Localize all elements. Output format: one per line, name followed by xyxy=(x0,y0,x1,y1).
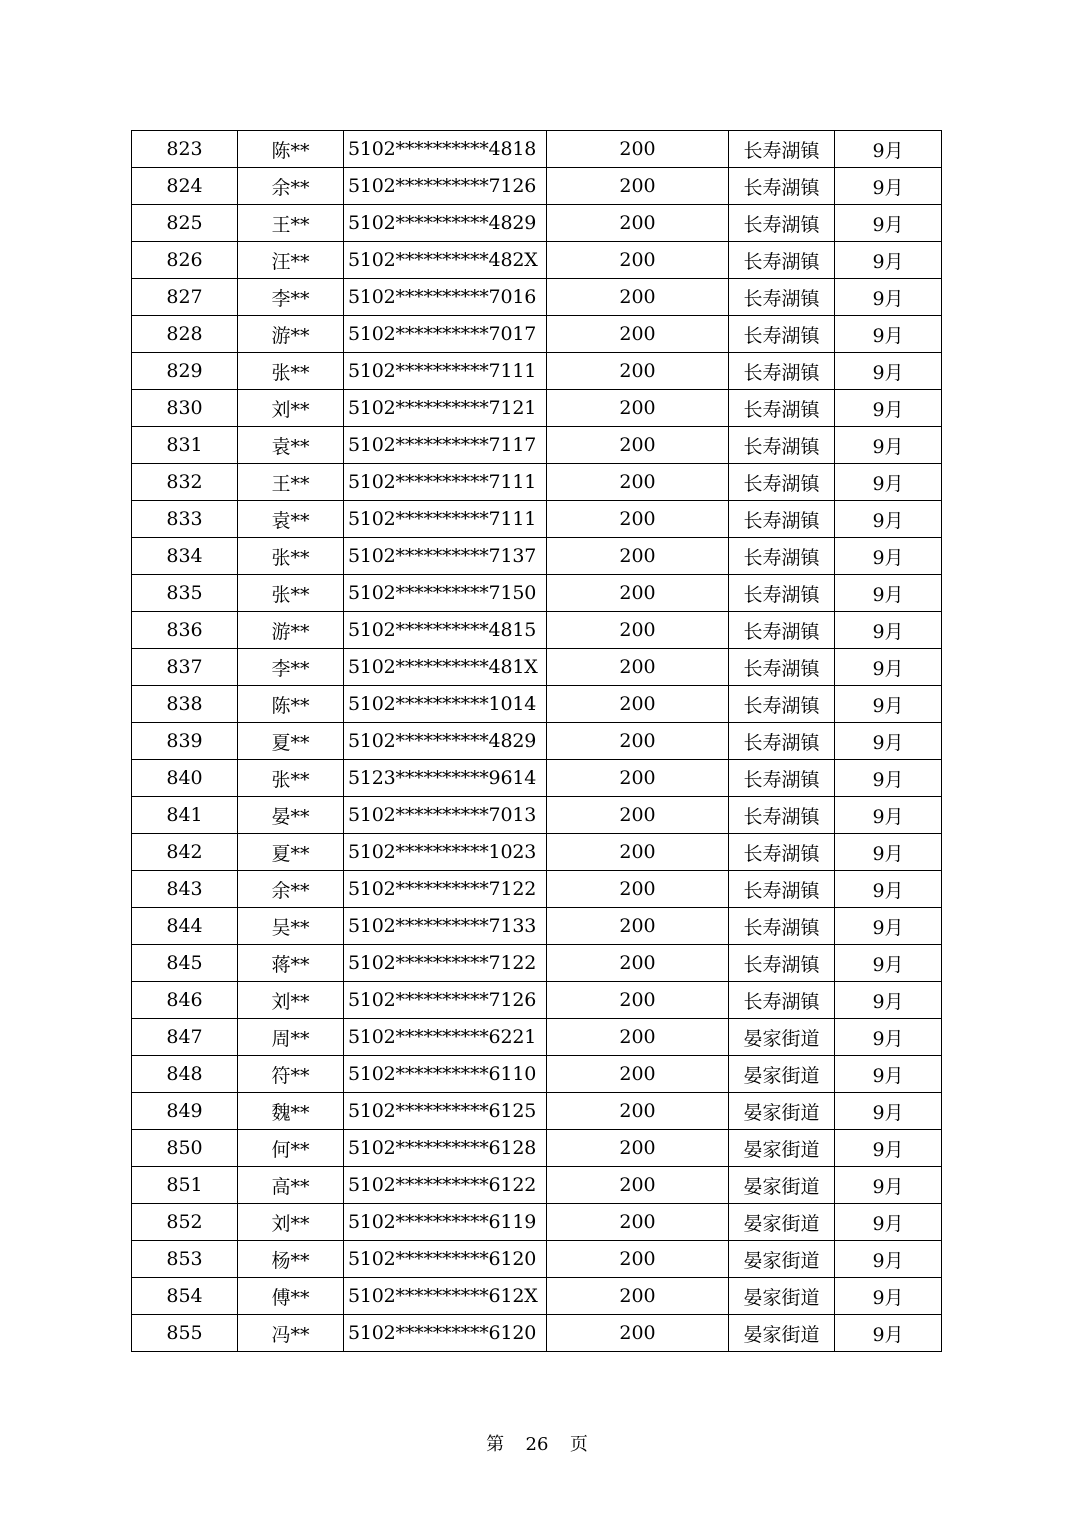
cell-id-number: 5102**********612X xyxy=(344,1278,547,1315)
cell-number: 830 xyxy=(132,390,238,427)
cell-number: 854 xyxy=(132,1278,238,1315)
cell-number: 829 xyxy=(132,353,238,390)
cell-id-number: 5102**********1023 xyxy=(344,834,547,871)
cell-month: 9月 xyxy=(835,1315,942,1352)
cell-number: 855 xyxy=(132,1315,238,1352)
cell-number: 839 xyxy=(132,723,238,760)
table-row xyxy=(132,1278,942,1315)
cell-number: 824 xyxy=(132,168,238,205)
cell-month: 9月 xyxy=(835,464,942,501)
cell-id-number: 5102**********7013 xyxy=(344,797,547,834)
cell-month: 9月 xyxy=(835,1093,942,1130)
cell-amount: 200 xyxy=(547,834,729,871)
cell-month: 9月 xyxy=(835,1019,942,1056)
cell-id-number: 5102**********7117 xyxy=(344,427,547,464)
cell-month: 9月 xyxy=(835,612,942,649)
cell-name: 袁** xyxy=(238,501,344,538)
cell-month: 9月 xyxy=(835,1056,942,1093)
cell-name: 杨** xyxy=(238,1241,344,1278)
cell-number: 825 xyxy=(132,205,238,242)
cell-name: 刘** xyxy=(238,390,344,427)
cell-id-number: 5102**********7111 xyxy=(344,464,547,501)
table-row xyxy=(132,242,942,279)
footer-prefix: 第 xyxy=(486,1434,505,1455)
cell-amount: 200 xyxy=(547,1093,729,1130)
cell-name: 何** xyxy=(238,1130,344,1167)
cell-number: 823 xyxy=(132,131,238,168)
cell-id-number: 5102**********7016 xyxy=(344,279,547,316)
table-row xyxy=(132,982,942,1019)
table-row xyxy=(132,316,942,353)
cell-area: 长寿湖镇 xyxy=(729,168,835,205)
page-number: 26 xyxy=(525,1434,549,1455)
cell-amount: 200 xyxy=(547,538,729,575)
cell-area: 长寿湖镇 xyxy=(729,464,835,501)
cell-id-number: 5102**********7111 xyxy=(344,353,547,390)
cell-area: 长寿湖镇 xyxy=(729,834,835,871)
cell-name: 晏** xyxy=(238,797,344,834)
cell-name: 高** xyxy=(238,1167,344,1204)
cell-name: 周** xyxy=(238,1019,344,1056)
cell-area: 长寿湖镇 xyxy=(729,353,835,390)
table-row xyxy=(132,612,942,649)
cell-id-number: 5102**********6221 xyxy=(344,1019,547,1056)
cell-id-number: 5102**********7122 xyxy=(344,871,547,908)
cell-amount: 200 xyxy=(547,168,729,205)
cell-area: 长寿湖镇 xyxy=(729,131,835,168)
cell-month: 9月 xyxy=(835,131,942,168)
cell-area: 晏家街道 xyxy=(729,1019,835,1056)
cell-number: 838 xyxy=(132,686,238,723)
cell-number: 853 xyxy=(132,1241,238,1278)
cell-month: 9月 xyxy=(835,1130,942,1167)
table-row xyxy=(132,871,942,908)
cell-month: 9月 xyxy=(835,168,942,205)
cell-amount: 200 xyxy=(547,1019,729,1056)
roster-table xyxy=(131,130,942,1352)
table-row xyxy=(132,131,942,168)
cell-id-number: 5102**********7122 xyxy=(344,945,547,982)
cell-amount: 200 xyxy=(547,1241,729,1278)
cell-number: 847 xyxy=(132,1019,238,1056)
cell-area: 长寿湖镇 xyxy=(729,205,835,242)
cell-area: 长寿湖镇 xyxy=(729,612,835,649)
table-row xyxy=(132,723,942,760)
cell-id-number: 5102**********6119 xyxy=(344,1204,547,1241)
cell-name: 陈** xyxy=(238,131,344,168)
cell-name: 余** xyxy=(238,168,344,205)
cell-month: 9月 xyxy=(835,353,942,390)
cell-number: 827 xyxy=(132,279,238,316)
cell-name: 符** xyxy=(238,1056,344,1093)
cell-name: 傅** xyxy=(238,1278,344,1315)
cell-id-number: 5102**********6122 xyxy=(344,1167,547,1204)
table-row xyxy=(132,205,942,242)
cell-amount: 200 xyxy=(547,1167,729,1204)
cell-month: 9月 xyxy=(835,760,942,797)
cell-id-number: 5102**********482X xyxy=(344,242,547,279)
cell-name: 李** xyxy=(238,649,344,686)
cell-number: 828 xyxy=(132,316,238,353)
cell-number: 826 xyxy=(132,242,238,279)
cell-number: 849 xyxy=(132,1093,238,1130)
cell-amount: 200 xyxy=(547,242,729,279)
table-row xyxy=(132,1167,942,1204)
cell-amount: 200 xyxy=(547,1278,729,1315)
cell-month: 9月 xyxy=(835,205,942,242)
cell-area: 长寿湖镇 xyxy=(729,760,835,797)
cell-amount: 200 xyxy=(547,908,729,945)
cell-number: 841 xyxy=(132,797,238,834)
table-row xyxy=(132,1056,942,1093)
cell-area: 长寿湖镇 xyxy=(729,982,835,1019)
cell-number: 831 xyxy=(132,427,238,464)
cell-amount: 200 xyxy=(547,390,729,427)
cell-amount: 200 xyxy=(547,797,729,834)
cell-area: 晏家街道 xyxy=(729,1167,835,1204)
cell-number: 846 xyxy=(132,982,238,1019)
cell-area: 晏家街道 xyxy=(729,1204,835,1241)
cell-id-number: 5102**********7150 xyxy=(344,575,547,612)
table-row xyxy=(132,945,942,982)
cell-month: 9月 xyxy=(835,1278,942,1315)
cell-month: 9月 xyxy=(835,797,942,834)
cell-area: 晏家街道 xyxy=(729,1315,835,1352)
cell-amount: 200 xyxy=(547,871,729,908)
table-row xyxy=(132,908,942,945)
cell-amount: 200 xyxy=(547,353,729,390)
cell-area: 晏家街道 xyxy=(729,1056,835,1093)
table-row xyxy=(132,797,942,834)
cell-area: 长寿湖镇 xyxy=(729,538,835,575)
cell-name: 刘** xyxy=(238,982,344,1019)
cell-number: 848 xyxy=(132,1056,238,1093)
cell-month: 9月 xyxy=(835,501,942,538)
cell-month: 9月 xyxy=(835,242,942,279)
cell-amount: 200 xyxy=(547,1056,729,1093)
cell-month: 9月 xyxy=(835,316,942,353)
cell-month: 9月 xyxy=(835,1241,942,1278)
table-row xyxy=(132,1204,942,1241)
cell-area: 长寿湖镇 xyxy=(729,279,835,316)
cell-id-number: 5102**********4818 xyxy=(344,131,547,168)
cell-amount: 200 xyxy=(547,945,729,982)
table-row xyxy=(132,353,942,390)
cell-area: 长寿湖镇 xyxy=(729,575,835,612)
cell-area: 长寿湖镇 xyxy=(729,501,835,538)
table-row xyxy=(132,501,942,538)
cell-amount: 200 xyxy=(547,982,729,1019)
cell-area: 长寿湖镇 xyxy=(729,945,835,982)
cell-name: 蒋** xyxy=(238,945,344,982)
cell-month: 9月 xyxy=(835,427,942,464)
cell-amount: 200 xyxy=(547,427,729,464)
table-row xyxy=(132,834,942,871)
cell-amount: 200 xyxy=(547,1204,729,1241)
cell-id-number: 5102**********4815 xyxy=(344,612,547,649)
cell-id-number: 5102**********7137 xyxy=(344,538,547,575)
cell-number: 842 xyxy=(132,834,238,871)
cell-id-number: 5102**********7017 xyxy=(344,316,547,353)
cell-name: 张** xyxy=(238,760,344,797)
cell-name: 张** xyxy=(238,575,344,612)
cell-name: 冯** xyxy=(238,1315,344,1352)
cell-id-number: 5102**********6125 xyxy=(344,1093,547,1130)
cell-id-number: 5123**********9614 xyxy=(344,760,547,797)
cell-amount: 200 xyxy=(547,760,729,797)
cell-name: 魏** xyxy=(238,1093,344,1130)
cell-id-number: 5102**********6128 xyxy=(344,1130,547,1167)
cell-name: 游** xyxy=(238,612,344,649)
table-row xyxy=(132,760,942,797)
cell-name: 夏** xyxy=(238,834,344,871)
cell-amount: 200 xyxy=(547,649,729,686)
cell-area: 长寿湖镇 xyxy=(729,797,835,834)
cell-amount: 200 xyxy=(547,464,729,501)
cell-month: 9月 xyxy=(835,982,942,1019)
cell-id-number: 5102**********6120 xyxy=(344,1241,547,1278)
cell-number: 844 xyxy=(132,908,238,945)
cell-amount: 200 xyxy=(547,575,729,612)
cell-number: 852 xyxy=(132,1204,238,1241)
cell-id-number: 5102**********6120 xyxy=(344,1315,547,1352)
footer-suffix: 页 xyxy=(569,1434,588,1455)
cell-area: 长寿湖镇 xyxy=(729,427,835,464)
cell-id-number: 5102**********7133 xyxy=(344,908,547,945)
cell-area: 晏家街道 xyxy=(729,1130,835,1167)
table-row xyxy=(132,1315,942,1352)
cell-month: 9月 xyxy=(835,390,942,427)
cell-month: 9月 xyxy=(835,871,942,908)
cell-name: 袁** xyxy=(238,427,344,464)
cell-id-number: 5102**********1014 xyxy=(344,686,547,723)
page-footer xyxy=(0,1430,1074,1456)
table-row xyxy=(132,427,942,464)
cell-id-number: 5102**********4829 xyxy=(344,723,547,760)
cell-amount: 200 xyxy=(547,723,729,760)
cell-month: 9月 xyxy=(835,1167,942,1204)
cell-amount: 200 xyxy=(547,686,729,723)
cell-month: 9月 xyxy=(835,945,942,982)
cell-name: 游** xyxy=(238,316,344,353)
cell-number: 834 xyxy=(132,538,238,575)
cell-area: 长寿湖镇 xyxy=(729,908,835,945)
cell-number: 836 xyxy=(132,612,238,649)
roster-body xyxy=(132,131,942,1352)
table-row xyxy=(132,575,942,612)
table-row xyxy=(132,1241,942,1278)
cell-amount: 200 xyxy=(547,1315,729,1352)
cell-amount: 200 xyxy=(547,131,729,168)
cell-area: 长寿湖镇 xyxy=(729,871,835,908)
cell-area: 长寿湖镇 xyxy=(729,723,835,760)
cell-month: 9月 xyxy=(835,538,942,575)
cell-area: 晏家街道 xyxy=(729,1093,835,1130)
cell-area: 晏家街道 xyxy=(729,1241,835,1278)
cell-number: 833 xyxy=(132,501,238,538)
table-row xyxy=(132,538,942,575)
cell-area: 长寿湖镇 xyxy=(729,316,835,353)
cell-id-number: 5102**********7111 xyxy=(344,501,547,538)
cell-month: 9月 xyxy=(835,686,942,723)
cell-number: 850 xyxy=(132,1130,238,1167)
cell-id-number: 5102**********4829 xyxy=(344,205,547,242)
cell-name: 王** xyxy=(238,464,344,501)
cell-id-number: 5102**********7126 xyxy=(344,168,547,205)
table-row xyxy=(132,686,942,723)
cell-name: 刘** xyxy=(238,1204,344,1241)
table-row xyxy=(132,649,942,686)
table-row xyxy=(132,279,942,316)
cell-number: 835 xyxy=(132,575,238,612)
table-row xyxy=(132,390,942,427)
cell-area: 长寿湖镇 xyxy=(729,686,835,723)
cell-name: 王** xyxy=(238,205,344,242)
cell-name: 吴** xyxy=(238,908,344,945)
cell-amount: 200 xyxy=(547,279,729,316)
cell-name: 余** xyxy=(238,871,344,908)
cell-number: 845 xyxy=(132,945,238,982)
cell-month: 9月 xyxy=(835,1204,942,1241)
cell-amount: 200 xyxy=(547,316,729,353)
cell-month: 9月 xyxy=(835,575,942,612)
cell-name: 陈** xyxy=(238,686,344,723)
cell-amount: 200 xyxy=(547,1130,729,1167)
cell-number: 837 xyxy=(132,649,238,686)
cell-id-number: 5102**********6110 xyxy=(344,1056,547,1093)
cell-area: 长寿湖镇 xyxy=(729,649,835,686)
cell-area: 长寿湖镇 xyxy=(729,242,835,279)
cell-id-number: 5102**********7121 xyxy=(344,390,547,427)
cell-name: 李** xyxy=(238,279,344,316)
table-row xyxy=(132,1019,942,1056)
cell-name: 夏** xyxy=(238,723,344,760)
cell-number: 832 xyxy=(132,464,238,501)
cell-month: 9月 xyxy=(835,908,942,945)
table-row xyxy=(132,464,942,501)
cell-amount: 200 xyxy=(547,612,729,649)
table-row xyxy=(132,1130,942,1167)
cell-month: 9月 xyxy=(835,279,942,316)
table-row xyxy=(132,168,942,205)
table-row xyxy=(132,1093,942,1130)
cell-area: 长寿湖镇 xyxy=(729,390,835,427)
cell-number: 843 xyxy=(132,871,238,908)
cell-name: 汪** xyxy=(238,242,344,279)
cell-number: 840 xyxy=(132,760,238,797)
cell-id-number: 5102**********481X xyxy=(344,649,547,686)
cell-name: 张** xyxy=(238,538,344,575)
cell-amount: 200 xyxy=(547,501,729,538)
cell-name: 张** xyxy=(238,353,344,390)
cell-amount: 200 xyxy=(547,205,729,242)
cell-area: 晏家街道 xyxy=(729,1278,835,1315)
cell-month: 9月 xyxy=(835,723,942,760)
cell-id-number: 5102**********7126 xyxy=(344,982,547,1019)
cell-number: 851 xyxy=(132,1167,238,1204)
cell-month: 9月 xyxy=(835,649,942,686)
cell-month: 9月 xyxy=(835,834,942,871)
